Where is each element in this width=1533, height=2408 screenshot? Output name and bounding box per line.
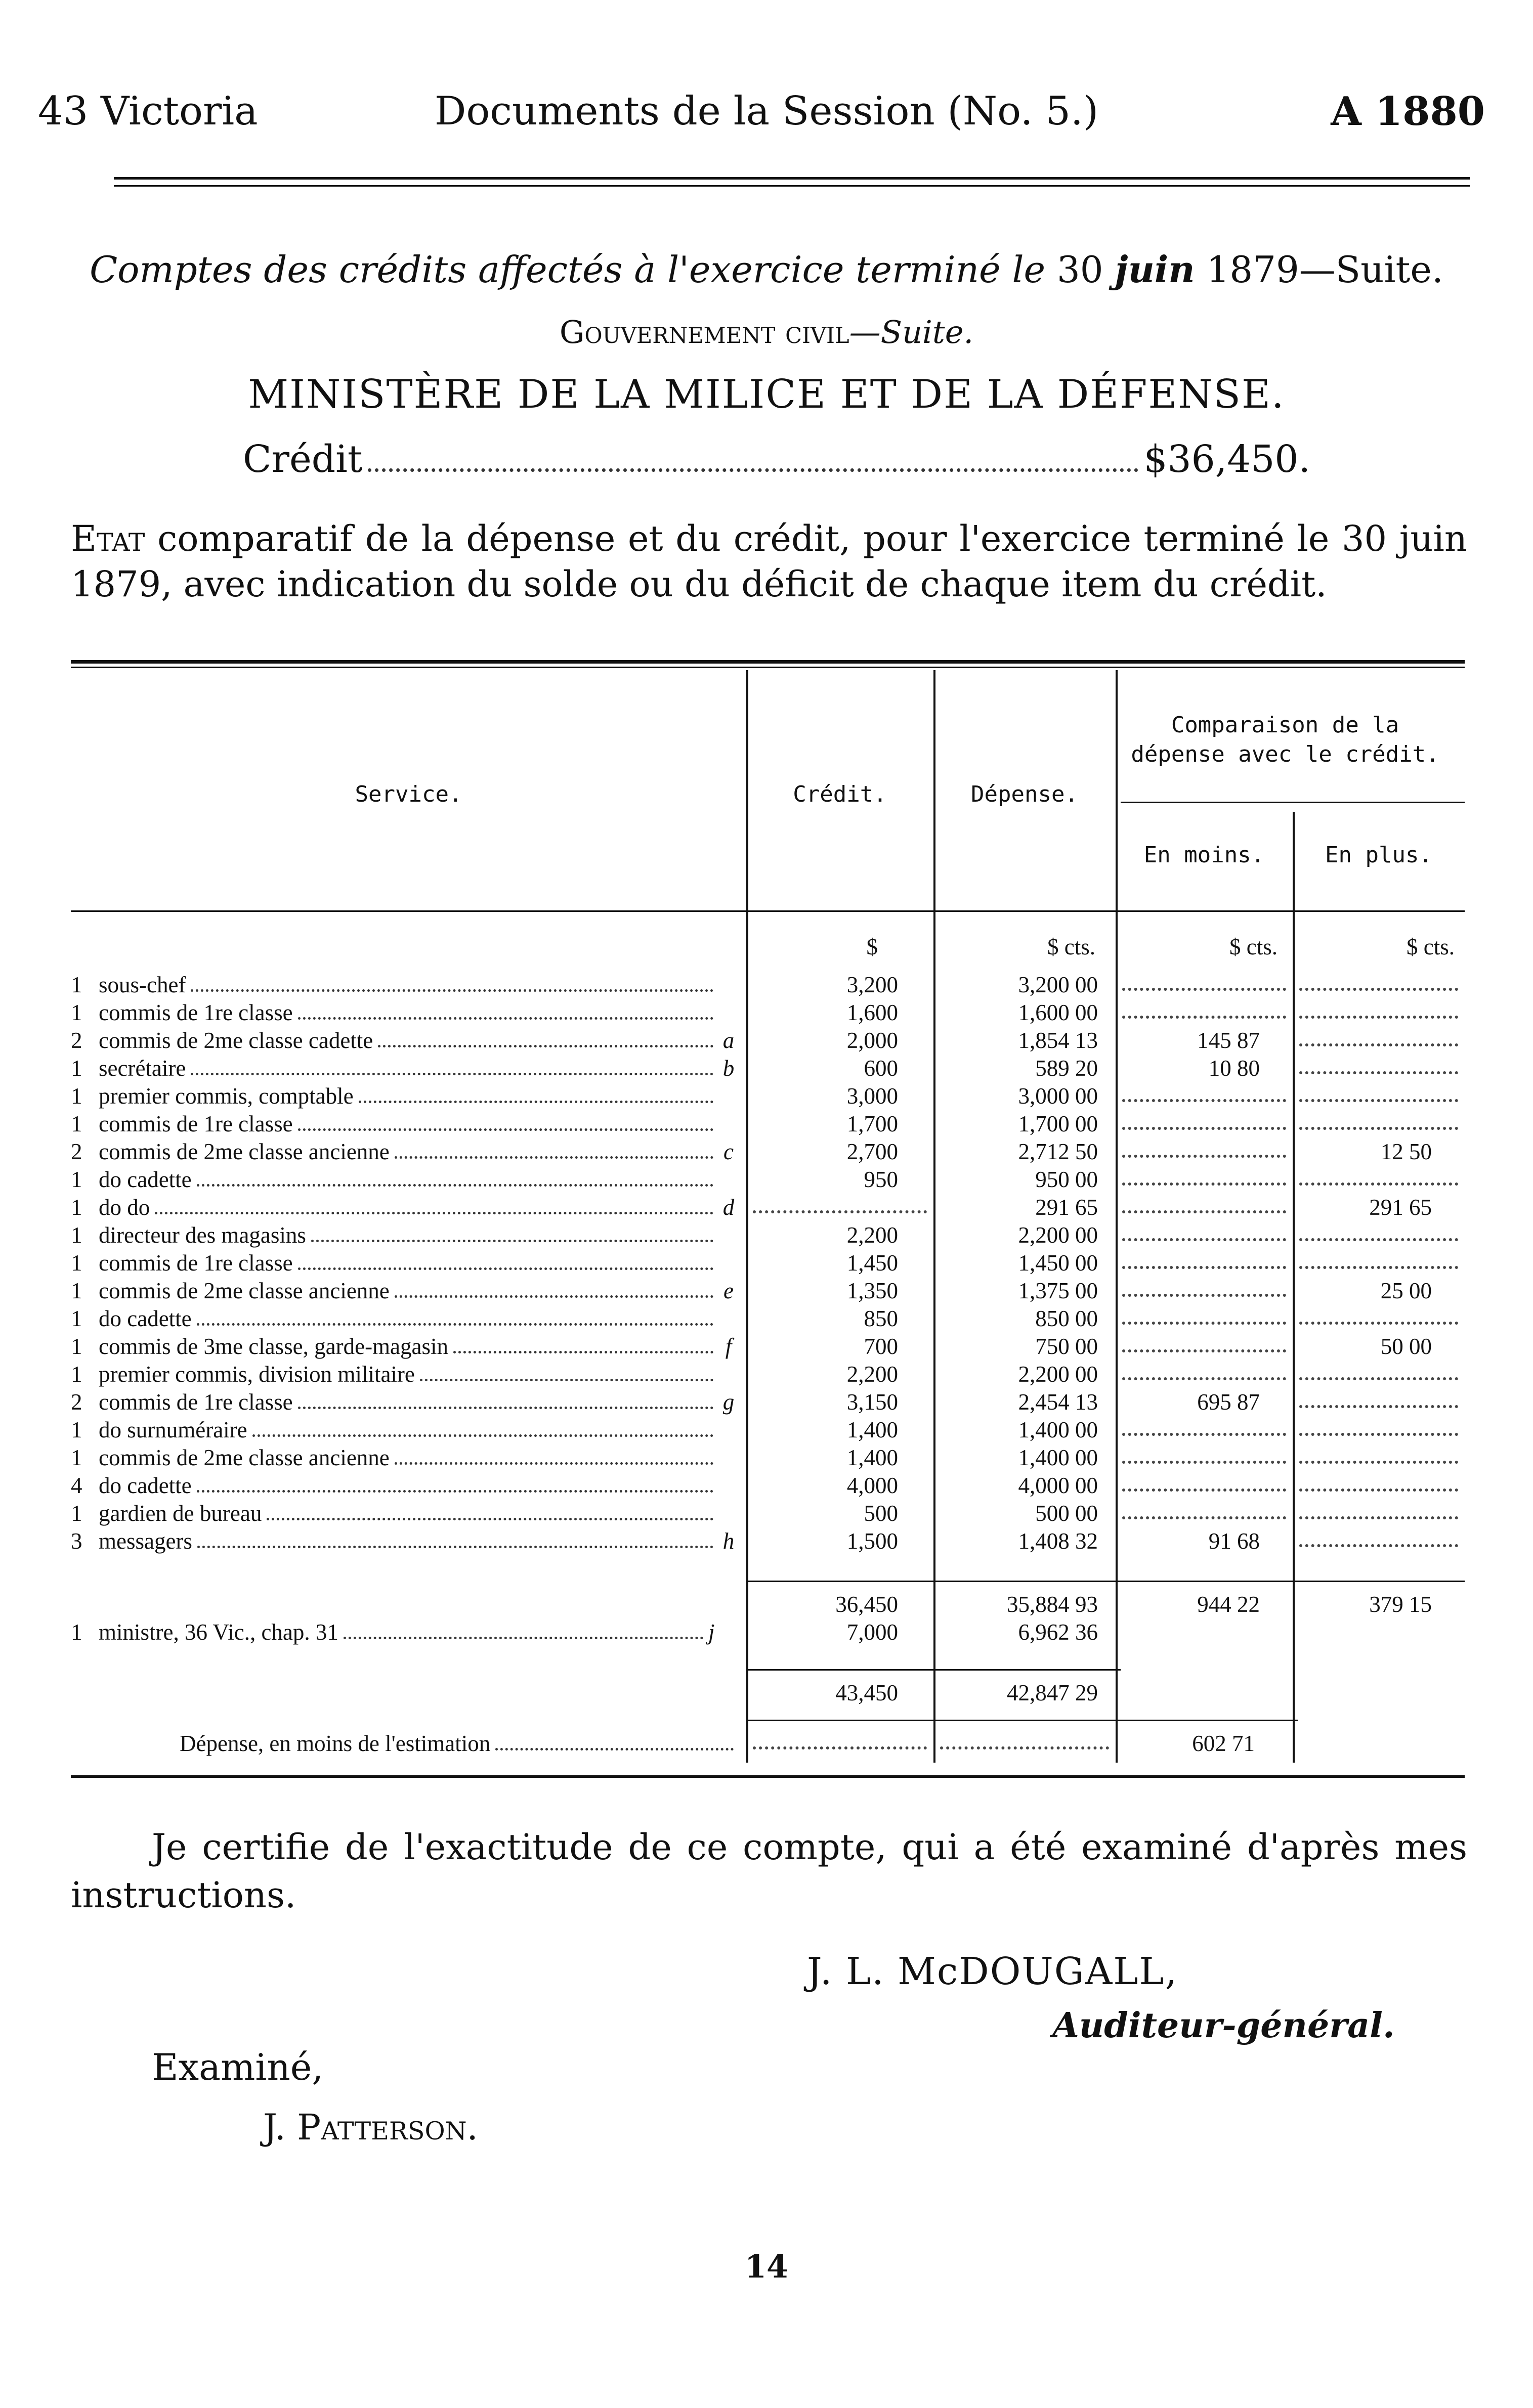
row-count: 1 — [71, 1111, 82, 1136]
row-service: commis de 2me classe cadette — [99, 1028, 373, 1053]
table-row — [71, 1082, 744, 1110]
row-service: premier commis, division militaire — [99, 1362, 415, 1387]
empty-cell — [1295, 1388, 1462, 1416]
cell-depense: 1,400 00 — [1018, 1417, 1098, 1442]
header-bottom-rule — [71, 910, 1465, 912]
cell-depense: 1,400 00 — [1018, 1445, 1098, 1470]
table-row — [71, 1305, 744, 1333]
table-top-rule-2 — [71, 667, 1465, 668]
cell-moins: 91 68 — [1208, 1528, 1260, 1554]
row-service: do surnuméraire — [99, 1417, 247, 1442]
cell-credit: 950 — [864, 1167, 898, 1192]
row-count: 1 — [71, 1362, 82, 1387]
subtotal-plus: 379 15 — [1369, 1592, 1432, 1617]
row-count: 2 — [71, 1028, 82, 1053]
cell-depense: 1,854 13 — [1018, 1028, 1098, 1053]
auditor-name: J. L. McDOUGALL, — [807, 1950, 1178, 1993]
row-count: 1 — [71, 1167, 82, 1192]
row-service: commis de 1re classe — [99, 1250, 293, 1276]
table-row — [71, 1249, 744, 1277]
row-count: 1 — [71, 1083, 82, 1109]
cell-credit: 1,400 — [846, 1417, 898, 1442]
row-count: 3 — [71, 1528, 82, 1554]
cell-depense: 750 00 — [1035, 1334, 1098, 1359]
row-service: gardien de bureau — [99, 1501, 262, 1526]
row-service: commis de 1re classe — [99, 1111, 293, 1136]
row-service: commis de 1re classe — [99, 1389, 293, 1415]
row-count: 1 — [71, 1056, 82, 1081]
cell-depense: 589 20 — [1035, 1056, 1098, 1081]
unit-depense: $ cts. — [1047, 934, 1095, 959]
table-row — [71, 1221, 744, 1249]
table-row — [71, 999, 744, 1027]
row-count: 1 — [71, 1417, 82, 1442]
subtotal-rule — [746, 1581, 1465, 1582]
intro-text: comparatif de la dépense et du crédit, pour l'exercice terminé le 30 juin 1879, avec indication du solde ou du déficit de chaque item du crédit. — [71, 518, 1467, 605]
auditor-title: Auditeur-général. — [1052, 2005, 1395, 2046]
row-service: commis de 2me classe ancienne — [99, 1278, 390, 1303]
cell-credit: 850 — [864, 1306, 898, 1331]
header-center: Documents de la Session (No. 5.) — [434, 89, 1099, 134]
ministre-depense: 6,962 36 — [1018, 1619, 1098, 1645]
header-right: A 1880 — [1331, 89, 1485, 135]
empty-cell — [1118, 1361, 1290, 1388]
cell-credit: 2,700 — [846, 1139, 898, 1164]
table-row — [71, 1333, 744, 1361]
cell-depense: 3,200 00 — [1018, 972, 1098, 997]
intro-first-word: Etat — [71, 518, 145, 559]
cell-depense: 1,450 00 — [1018, 1250, 1098, 1276]
cell-depense: 1,600 00 — [1018, 1000, 1098, 1025]
row-note: f — [725, 1334, 732, 1359]
row-count: 1 — [71, 1445, 82, 1470]
table-bottom-rule — [71, 1775, 1465, 1778]
table-row — [71, 1472, 744, 1500]
row-service: commis de 2me classe ancienne — [99, 1139, 390, 1164]
empty-cell — [1295, 1444, 1462, 1472]
cell-plus: 12 50 — [1380, 1139, 1432, 1164]
cell-credit: 2,200 — [846, 1222, 898, 1248]
cell-depense: 2,200 00 — [1018, 1222, 1098, 1248]
empty-cell — [1295, 1027, 1462, 1055]
cell-depense: 291 65 — [1035, 1195, 1098, 1220]
empty-cell — [1118, 1305, 1290, 1333]
subtotal-moins: 944 22 — [1197, 1592, 1260, 1617]
empty-cell — [1118, 1277, 1290, 1305]
ministre-credit: 7,000 — [846, 1619, 898, 1645]
cell-moins: 145 87 — [1197, 1028, 1260, 1053]
cell-depense: 500 00 — [1035, 1501, 1098, 1526]
cell-credit: 4,000 — [846, 1473, 898, 1498]
depense-moins-label: Dépense, en moins de l'estimation — [180, 1731, 491, 1756]
cell-depense: 4,000 00 — [1018, 1473, 1098, 1498]
row-note: b — [722, 1056, 735, 1081]
cell-moins: 695 87 — [1197, 1389, 1260, 1415]
row-service: do do — [99, 1195, 150, 1220]
row-service: directeur des magasins — [99, 1222, 306, 1248]
table-row — [71, 1500, 744, 1527]
examiner-name: J. Patterson. — [263, 2107, 478, 2148]
ministre-row: 1 ministre, 36 Vic., chap. 31 j — [71, 1618, 746, 1646]
empty-cell — [1118, 1194, 1290, 1221]
table-row — [71, 1166, 744, 1194]
empty-cell — [1118, 1221, 1290, 1249]
empty-cell — [1118, 1333, 1290, 1361]
empty-cell — [1295, 1249, 1462, 1277]
header-credit: Crédit. — [793, 781, 887, 807]
empty-cell — [1118, 1500, 1290, 1527]
cell-depense: 850 00 — [1035, 1306, 1098, 1331]
row-service: commis de 1re classe — [99, 1000, 293, 1025]
table-row — [71, 1277, 744, 1305]
cell-depense: 2,200 00 — [1018, 1362, 1098, 1387]
empty-cell — [1118, 1082, 1290, 1110]
examine-label: Examiné, — [152, 2046, 324, 2088]
cell-depense: 950 00 — [1035, 1167, 1098, 1192]
row-service: do cadette — [99, 1306, 192, 1331]
cell-plus: 25 00 — [1380, 1278, 1432, 1303]
table-row — [71, 1416, 744, 1444]
header-left: 43 Victoria — [38, 89, 258, 134]
cell-credit: 1,450 — [846, 1250, 898, 1276]
row-service: commis de 2me classe ancienne — [99, 1445, 390, 1470]
empty-cell — [1295, 1082, 1462, 1110]
row-count: 4 — [71, 1473, 82, 1498]
row-count: 2 — [71, 1139, 82, 1164]
header-en-moins: En moins. — [1143, 842, 1265, 868]
empty-cell — [1118, 1249, 1290, 1277]
empty-cell — [1118, 1166, 1290, 1194]
cell-credit: 1,400 — [846, 1445, 898, 1470]
page-number: 14 — [744, 2248, 789, 2285]
cell-credit: 700 — [864, 1334, 898, 1359]
cell-plus: 291 65 — [1369, 1195, 1432, 1220]
cell-credit: 1,600 — [846, 1000, 898, 1025]
row-count: 1 — [71, 1222, 82, 1248]
row-service: commis de 3me classe, garde-magasin — [99, 1334, 449, 1359]
cell-credit: 3,150 — [846, 1389, 898, 1415]
row-note: h — [722, 1528, 735, 1554]
total-rule-2 — [746, 1720, 1298, 1721]
cell-depense: 1,375 00 — [1018, 1278, 1098, 1303]
row-note: g — [722, 1389, 735, 1415]
row-count: 1 — [71, 972, 82, 997]
cell-credit: 3,000 — [846, 1083, 898, 1109]
table-row — [71, 1361, 744, 1388]
row-service: do cadette — [99, 1473, 192, 1498]
total-depense: 42,847 29 — [1007, 1680, 1098, 1705]
row-count: 1 — [71, 1250, 82, 1276]
credit-value: $36,450. — [1143, 437, 1310, 481]
cell-credit: 2,000 — [846, 1028, 898, 1053]
row-count: 1 — [71, 1278, 82, 1303]
table-top-rule — [71, 660, 1465, 664]
empty-cell — [1295, 1110, 1462, 1138]
cell-credit: 1,350 — [846, 1278, 898, 1303]
empty-cell — [1118, 971, 1290, 999]
row-count: 1 — [71, 1334, 82, 1359]
row-count: 2 — [71, 1389, 82, 1415]
header-service: Service. — [355, 781, 462, 807]
subtotal-depense: 35,884 93 — [1007, 1592, 1098, 1617]
row-note: a — [722, 1028, 735, 1053]
empty-cell — [936, 1730, 1113, 1758]
title-line-1: Comptes des crédits affectés à l'exercice terminé le 30 juin 1879—Suite. — [90, 248, 1443, 291]
empty-cell — [1118, 1416, 1290, 1444]
row-service: messagers — [99, 1528, 192, 1554]
empty-cell — [1295, 1416, 1462, 1444]
empty-cell — [1118, 1110, 1290, 1138]
cell-credit: 500 — [864, 1501, 898, 1526]
row-note: d — [722, 1195, 735, 1220]
credit-label: Crédit — [243, 437, 363, 481]
empty-cell — [1295, 1361, 1462, 1388]
cell-credit: 1,500 — [846, 1528, 898, 1554]
table-row — [71, 1388, 744, 1416]
cell-depense: 3,000 00 — [1018, 1083, 1098, 1109]
header-comparaison: Comparaison de la dépense avec le crédit. — [1131, 712, 1439, 767]
empty-cell — [1295, 1472, 1462, 1500]
header-en-plus: En plus. — [1325, 842, 1432, 868]
empty-cell — [1295, 1055, 1462, 1082]
row-note: c — [723, 1139, 734, 1164]
comparaison-rule — [1121, 802, 1465, 803]
empty-cell — [1295, 1166, 1462, 1194]
cell-credit: 600 — [864, 1056, 898, 1081]
subtotal-credit: 36,450 — [835, 1592, 898, 1617]
total-rule — [746, 1669, 1121, 1671]
row-service: do cadette — [99, 1167, 192, 1192]
cell-credit: 1,700 — [846, 1111, 898, 1136]
empty-cell — [1295, 971, 1462, 999]
unit-plus: $ cts. — [1407, 934, 1455, 959]
cell-moins: 10 80 — [1208, 1056, 1260, 1081]
cell-plus: 50 00 — [1380, 1334, 1432, 1359]
unit-moins: $ cts. — [1229, 934, 1278, 959]
row-note: e — [723, 1278, 734, 1303]
empty-cell — [1295, 1527, 1462, 1555]
empty-cell — [1295, 1305, 1462, 1333]
cell-depense: 1,700 00 — [1018, 1111, 1098, 1136]
empty-cell — [1118, 1138, 1290, 1166]
unit-credit: $ — [866, 934, 878, 959]
empty-cell — [1295, 999, 1462, 1027]
row-count: 1 — [71, 1195, 82, 1220]
row-count: 1 — [71, 1306, 82, 1331]
total-credit: 43,450 — [835, 1680, 898, 1705]
table-row — [71, 1444, 744, 1472]
row-count: 1 — [71, 1000, 82, 1025]
row-service: secrétaire — [99, 1056, 186, 1081]
empty-cell — [1295, 1500, 1462, 1527]
table-row — [71, 1027, 744, 1055]
table-row — [71, 1194, 744, 1221]
empty-cell — [1295, 1221, 1462, 1249]
depense-moins-row — [71, 1730, 746, 1758]
empty-cell — [1118, 1472, 1290, 1500]
empty-cell — [1118, 999, 1290, 1027]
cell-depense: 1,408 32 — [1018, 1528, 1098, 1554]
cell-credit: 3,200 — [846, 972, 898, 997]
cell-depense: 2,712 50 — [1018, 1139, 1098, 1164]
ministry-title: MINISTÈRE DE LA MILICE ET DE LA DÉFENSE. — [248, 372, 1285, 417]
empty-cell — [1118, 1444, 1290, 1472]
table-row — [71, 971, 744, 999]
table-row — [71, 1110, 744, 1138]
cell-depense: 2,454 13 — [1018, 1389, 1098, 1415]
row-count: 1 — [71, 1501, 82, 1526]
certification-text: Je certifie de l'exactitude de ce compte, qui a été examiné d'après mes instructions. — [71, 1826, 1467, 1916]
table-row — [71, 1527, 744, 1555]
table-row — [71, 1138, 744, 1166]
row-service: sous-chef — [99, 972, 186, 997]
ministre-label: ministre, 36 Vic., chap. 31 — [99, 1619, 338, 1645]
title-line-2: Gouvernement civil—Suite. — [559, 314, 974, 351]
empty-cell — [749, 1730, 931, 1758]
row-service: premier commis, comptable — [99, 1083, 354, 1109]
cell-credit: 2,200 — [846, 1362, 898, 1387]
empty-cell — [749, 1194, 931, 1221]
header-depense: Dépense. — [971, 781, 1078, 807]
depense-moins-value: 602 71 — [1192, 1731, 1255, 1756]
table-row — [71, 1055, 744, 1082]
